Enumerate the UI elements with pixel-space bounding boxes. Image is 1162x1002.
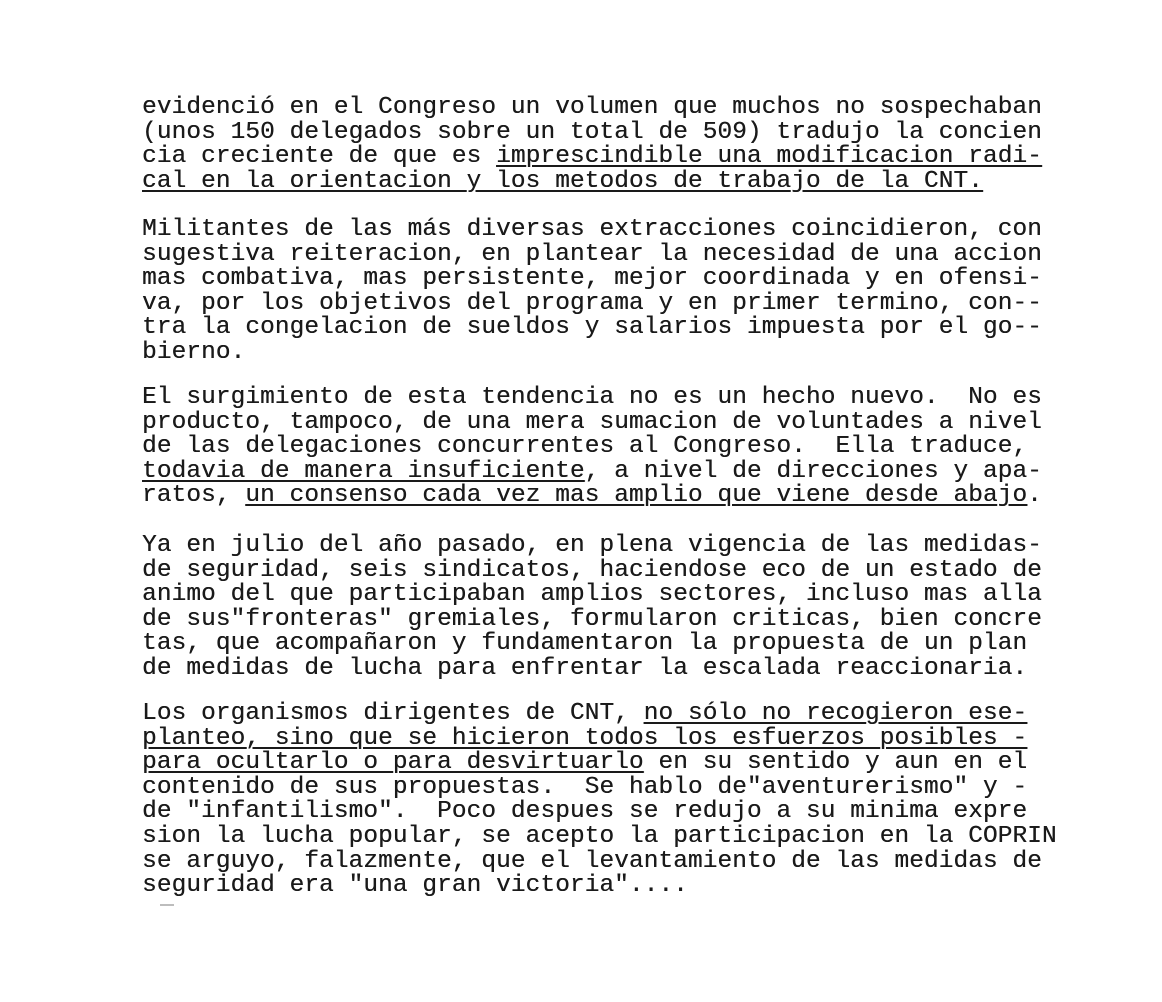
text-line [142,240,1042,268]
text-segment: sugestiva reiteracion, en plantear la necesidad de una accion [142,240,1042,268]
text-segment: mas combativa, mas persistente, mejor coordinada y en ofensi- [142,265,1042,293]
text-line [142,702,1057,727]
text-line [142,556,1042,584]
text-line [142,874,1057,899]
text-segment: seguridad era "una gran victoria".... [142,872,688,900]
text-segment: . [1027,482,1042,510]
text-line [142,316,1042,341]
text-segment: Militantes de las más diversas extracciones coincidieron, con [142,216,1042,243]
text-segment: de medidas de lucha para enfrentar la escalada reaccionaria. [142,654,1028,682]
text-line [142,435,1042,460]
text-line [142,847,1057,875]
text-segment: tra la congelacion de sueldos y salarios impuesta por el go-- [142,314,1042,342]
paragraph-3 [142,386,1042,509]
text-segment: va, por los objetivos del programa y en primer termino, con-- [142,289,1042,317]
text-segment: se arguyo, falazmente, que el levantamiento de las medidas de [142,847,1042,875]
text-segment: cia creciente de que es [142,143,497,171]
text-line [142,338,1042,366]
text-line [142,386,1042,411]
text-line [142,773,1057,801]
text-line [142,724,1057,752]
text-segment: animo del que participaban amplios sectores, incluso mas alla [142,581,1042,609]
text-segment: ratos, [142,482,246,510]
paragraph-1 [142,96,1042,194]
text-line [142,167,1042,195]
text-segment: Los organismos dirigentes de CNT, [142,700,644,727]
text-line [142,289,1042,317]
text-line [142,822,1057,850]
text-line [142,457,1042,485]
underlined-text: cal en la orientacion y los metodos de trabajo de la CNT. [142,167,983,195]
text-line [142,408,1042,436]
underlined-text: todavia de manera insuficiente [142,457,585,485]
text-segment: , a nivel de direcciones y apa- [584,457,1042,485]
paragraph-2 [142,218,1042,366]
underlined-text: un consenso cada vez mas amplio que viene desde abajo [245,482,1028,510]
text-line [142,583,1042,608]
text-segment: de seguridad, seis sindicatos, haciendose eco de un estado de [142,556,1042,584]
text-segment: tas, que acompañaron y fundamentaron la propuesta de un plan [142,630,1028,658]
text-line [142,218,1042,243]
text-line [142,96,1042,121]
text-line [142,605,1042,633]
text-segment: contenido de sus propuestas. Se hablo de"aventurerismo" y - [142,773,1028,801]
text-line [142,654,1042,682]
text-segment: de "infantilismo". Poco despues se redujo a su minima expre [142,798,1028,826]
text-line [142,800,1057,825]
text-segment: El surgimiento de esta tendencia no es un hecho nuevo. No es [142,384,1042,411]
text-line [142,267,1042,292]
text-segment: sion la lucha popular, se acepto la participacion en la COPRIN [142,822,1057,850]
text-segment: producto, tampoco, de una mera sumacion de voluntades a nivel [142,408,1042,436]
ink-smudge [160,904,174,906]
text-segment: Ya en julio del año pasado, en plena vigencia de las medidas- [142,532,1042,559]
underlined-text: para ocultarlo o para desvirtuarlo [142,749,644,777]
text-line [142,484,1042,509]
text-line [142,118,1042,146]
paragraph-4 [142,534,1042,682]
paragraph-5 [142,702,1057,899]
text-segment: evidenció en el Congreso un volumen que muchos no sospechaban [142,94,1042,121]
text-line [142,145,1042,170]
text-segment: en su sentido y aun en el [643,749,1028,777]
text-segment: (unos 150 delegados sobre un total de 509) tradujo la concien [142,118,1042,146]
text-segment: de sus"fronteras" gremiales, formularon criticas, bien concre [142,605,1042,633]
text-segment: bierno. [142,338,246,366]
text-line [142,534,1042,559]
underlined-text: planteo, sino que se hicieron todos los esfuerzos posibles - [142,724,1028,752]
underlined-text: imprescindible una modificacion radi- [496,143,1042,171]
text-line [142,751,1057,776]
underlined-text: no sólo no recogieron ese- [643,700,1028,727]
text-line [142,632,1042,657]
text-segment: de las delegaciones concurrentes al Congreso. Ella traduce, [142,433,1028,461]
